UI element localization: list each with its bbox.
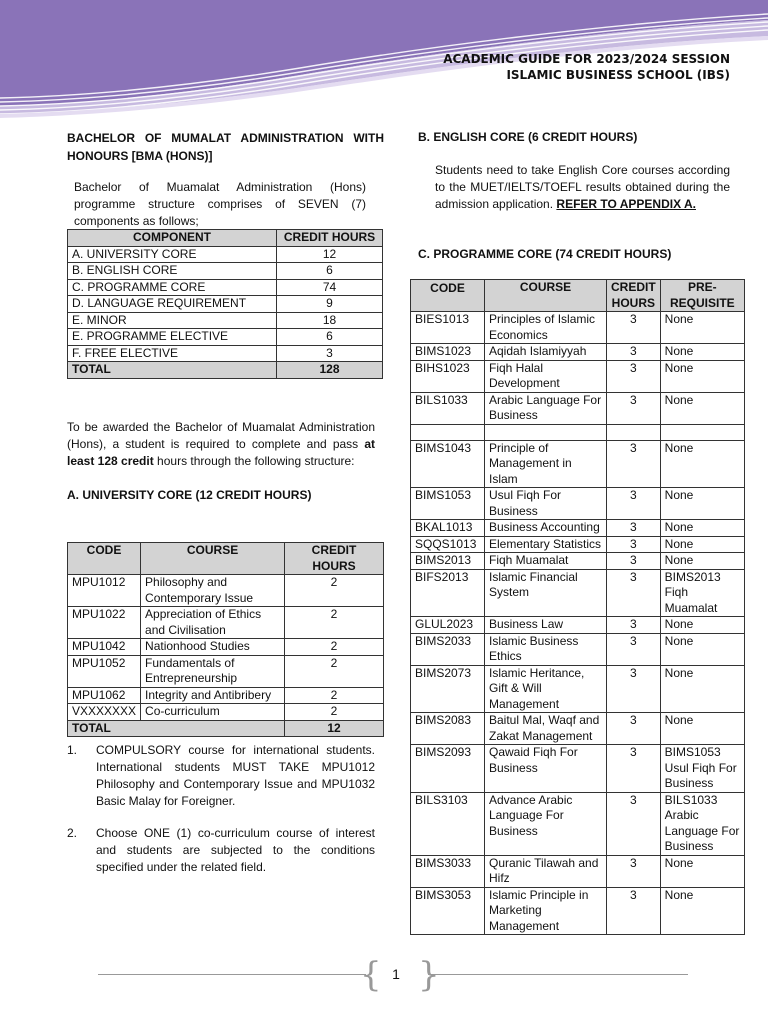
table-cell: E. PROGRAMME ELECTIVE (68, 329, 277, 346)
table-row (411, 344, 745, 361)
table-row (68, 246, 383, 263)
table-cell: 3 (607, 887, 661, 935)
table-cell: F. FREE ELECTIVE (68, 345, 277, 362)
table-cell: Elementary Statistics (485, 536, 607, 553)
note-text: COMPULSORY course for international students. International students MUST TAKE MPU1012 Philosophy and Contemporary Issue and MPU1032 Basic Malay for Foreigner. (96, 743, 375, 808)
table-cell: 3 (607, 536, 661, 553)
table-cell: E. MINOR (68, 312, 277, 329)
table-cell: BIFS2013 (411, 569, 485, 617)
components-table (67, 229, 383, 379)
table-row (411, 665, 745, 713)
uc-col-credit: CREDIT HOURS (285, 543, 384, 575)
table-cell: BKAL1013 (411, 520, 485, 537)
table-cell: Fundamentals of Entrepreneurship (141, 655, 285, 687)
table-row (68, 279, 383, 296)
table-cell: Advance Arabic Language For Business (485, 792, 607, 855)
table-cell: BIMS2013 Fiqh Muamalat (660, 569, 744, 617)
table-cell: MPU1042 (68, 639, 141, 656)
table-row (411, 887, 745, 935)
table-cell: 2 (285, 704, 384, 721)
table-row (68, 639, 384, 656)
table-cell (411, 424, 485, 440)
table-cell: 3 (607, 312, 661, 344)
table-cell: 3 (607, 569, 661, 617)
programme-intro: Bachelor of Muamalat Administration (Hons) programme structure comprises of SEVEN (7) components as follows; (74, 180, 366, 228)
table-row (411, 855, 745, 887)
table-cell: Co-curriculum (141, 704, 285, 721)
table-cell: 6 (277, 329, 383, 346)
uc-col-course: COURSE (141, 543, 285, 575)
award-text-end: hours through the following structure: (153, 454, 355, 468)
table-cell: 3 (607, 665, 661, 713)
table-cell: None (660, 312, 744, 344)
table-cell: 2 (285, 687, 384, 704)
table-cell: None (660, 617, 744, 634)
table-cell: Nationhood Studies (141, 639, 285, 656)
table-cell: Islamic Heritance, Gift & Will Management (485, 665, 607, 713)
note-number: 1. (67, 743, 78, 757)
table-cell (485, 424, 607, 440)
table-cell: MPU1052 (68, 655, 141, 687)
col-header-component: COMPONENT (68, 230, 277, 247)
table-cell: 2 (285, 607, 384, 639)
award-bold: at least 128 credit (67, 437, 375, 468)
programme-core-heading: C. PROGRAMME CORE (74 CREDIT HOURS) (418, 247, 672, 261)
table-row (68, 687, 384, 704)
english-core-body: Students need to take English Core courses according to the MUET/IELTS/TOEFL results obtained during the admission application. (435, 163, 730, 211)
table-row (68, 655, 384, 687)
table-cell (660, 424, 744, 440)
table-cell: 3 (607, 617, 661, 634)
pc-col-course: COURSE (485, 280, 607, 312)
table-cell: 3 (607, 745, 661, 793)
table-cell: Principles of Islamic Economics (485, 312, 607, 344)
total-value: 12 (285, 720, 384, 737)
table-cell: B. ENGLISH CORE (68, 263, 277, 280)
table-row (411, 520, 745, 537)
table-cell: None (660, 633, 744, 665)
table-cell: None (660, 553, 744, 570)
table-cell: SQQS1013 (411, 536, 485, 553)
table-row (411, 424, 745, 440)
table-cell: VXXXXXXX (68, 704, 141, 721)
note-2 (67, 825, 375, 880)
programme-core-table (410, 279, 745, 935)
table-cell: None (660, 665, 744, 713)
table-cell: 74 (277, 279, 383, 296)
table-cell: None (660, 488, 744, 520)
footer-bracket-right: } (418, 955, 440, 995)
page-number: 1 (392, 966, 400, 982)
table-cell: BIMS1053 Usul Fiqh For Business (660, 745, 744, 793)
table-cell: BIMS2073 (411, 665, 485, 713)
award-requirement (67, 419, 375, 470)
table-cell: None (660, 887, 744, 935)
table-cell: None (660, 440, 744, 488)
table-cell: BIMS2083 (411, 713, 485, 745)
table-cell: A. UNIVERSITY CORE (68, 246, 277, 263)
table-cell: 3 (607, 633, 661, 665)
table-cell: 3 (607, 360, 661, 392)
table-cell: Arabic Language For Business (485, 392, 607, 424)
col-header-credit-hours: CREDIT HOURS (277, 230, 383, 247)
table-row (411, 553, 745, 570)
table-cell: BIMS2033 (411, 633, 485, 665)
table-cell: Business Law (485, 617, 607, 634)
table-row (411, 360, 745, 392)
table-row (68, 296, 383, 313)
table-row (68, 575, 384, 607)
table-cell: 18 (277, 312, 383, 329)
table-cell: Usul Fiqh For Business (485, 488, 607, 520)
table-cell: Business Accounting (485, 520, 607, 537)
table-cell: BILS1033 Arabic Language For Business (660, 792, 744, 855)
total-label: TOTAL (68, 720, 285, 737)
table-cell: BILS3103 (411, 792, 485, 855)
table-cell: BIMS1023 (411, 344, 485, 361)
table-row (411, 392, 745, 424)
note-1 (67, 742, 375, 812)
table-cell: Philosophy and Contemporary Issue (141, 575, 285, 607)
table-cell: Aqidah Islamiyyah (485, 344, 607, 361)
table-row (411, 792, 745, 855)
table-row (411, 617, 745, 634)
university-core-table (67, 542, 384, 737)
table-cell: 3 (607, 713, 661, 745)
table-cell: Qawaid Fiqh For Business (485, 745, 607, 793)
total-row (68, 720, 384, 737)
table-cell: BIMS1053 (411, 488, 485, 520)
total-label: TOTAL (68, 362, 277, 379)
table-cell: Integrity and Antibribery (141, 687, 285, 704)
pc-col-credit: CREDIT HOURS (607, 280, 661, 312)
table-cell: None (660, 536, 744, 553)
table-cell: 9 (277, 296, 383, 313)
note-number: 2. (67, 826, 78, 840)
table-cell: BIMS3033 (411, 855, 485, 887)
table-cell: Baitul Mal, Waqf and Zakat Management (485, 713, 607, 745)
table-cell: Islamic Financial System (485, 569, 607, 617)
table-cell (607, 424, 661, 440)
table-cell: MPU1062 (68, 687, 141, 704)
appendix-reference: REFER TO APPENDIX A. (556, 197, 696, 211)
table-cell: Appreciation of Ethics and Civilisation (141, 607, 285, 639)
table-cell: 3 (607, 344, 661, 361)
table-cell: MPU1022 (68, 607, 141, 639)
table-cell: 2 (285, 575, 384, 607)
table-cell: 3 (607, 855, 661, 887)
table-cell: Islamic Principle in Marketing Management (485, 887, 607, 935)
table-row (411, 569, 745, 617)
table-cell: 6 (277, 263, 383, 280)
document-title: ACADEMIC GUIDE FOR 2023/2024 SESSION ISLAMIC BUSINESS SCHOOL (IBS) (443, 52, 730, 82)
table-cell: BIMS2013 (411, 553, 485, 570)
table-cell: BIHS1023 (411, 360, 485, 392)
footer-rule-right (428, 974, 688, 975)
table-cell: None (660, 344, 744, 361)
table-cell: BIMS1043 (411, 440, 485, 488)
table-cell: Fiqh Halal Development (485, 360, 607, 392)
table-cell: Principle of Management in Islam (485, 440, 607, 488)
table-cell: None (660, 360, 744, 392)
table-cell: None (660, 855, 744, 887)
table-cell: 3 (607, 520, 661, 537)
uc-col-code: CODE (68, 543, 141, 575)
pc-col-prereq: PRE-REQUISITE (660, 280, 744, 312)
footer-rule-left (98, 974, 366, 975)
table-row (411, 633, 745, 665)
table-row (68, 345, 383, 362)
table-cell: MPU1012 (68, 575, 141, 607)
table-cell: 3 (607, 392, 661, 424)
award-text: To be awarded the Bachelor of Muamalat Administration (Hons), a student is required to complete and pass (67, 420, 375, 451)
table-cell: D. LANGUAGE REQUIREMENT (68, 296, 277, 313)
table-row (68, 312, 383, 329)
table-cell: 12 (277, 246, 383, 263)
table-row (411, 488, 745, 520)
table-cell: BIES1013 (411, 312, 485, 344)
english-core-heading: B. ENGLISH CORE (6 CREDIT HOURS) (418, 130, 638, 144)
table-row (68, 704, 384, 721)
footer-bracket-left: { (360, 955, 382, 995)
table-row (411, 440, 745, 488)
table-row (411, 745, 745, 793)
table-cell: 2 (285, 655, 384, 687)
table-cell: BIMS3053 (411, 887, 485, 935)
programme-heading: BACHELOR OF MUMALAT ADMINISTRATION WITH HONOURS [BMA (HONS)] (67, 131, 384, 163)
note-text: Choose ONE (1) co-curriculum course of interest and students are subjected to the conditions specified under the related field. (96, 826, 375, 874)
table-cell: 3 (607, 553, 661, 570)
table-cell: 2 (285, 639, 384, 656)
table-cell: 3 (607, 440, 661, 488)
table-cell: None (660, 520, 744, 537)
table-cell: None (660, 713, 744, 745)
pc-col-code: CODE (411, 280, 485, 312)
table-row (411, 536, 745, 553)
total-row (68, 362, 383, 379)
table-cell: None (660, 392, 744, 424)
table-cell: Islamic Business Ethics (485, 633, 607, 665)
table-cell: 3 (607, 488, 661, 520)
table-cell: Quranic Tilawah and Hifz (485, 855, 607, 887)
table-cell: BIMS2093 (411, 745, 485, 793)
table-cell: 3 (277, 345, 383, 362)
table-row (411, 312, 745, 344)
table-cell: 3 (607, 792, 661, 855)
table-row (68, 607, 384, 639)
table-cell: BILS1033 (411, 392, 485, 424)
table-row (68, 329, 383, 346)
university-core-heading: A. UNIVERSITY CORE (12 CREDIT HOURS) (67, 488, 312, 502)
table-cell: Fiqh Muamalat (485, 553, 607, 570)
table-cell: GLUL2023 (411, 617, 485, 634)
table-row (411, 713, 745, 745)
table-cell: C. PROGRAMME CORE (68, 279, 277, 296)
table-row (68, 263, 383, 280)
english-core-text (435, 162, 730, 213)
total-value: 128 (277, 362, 383, 379)
